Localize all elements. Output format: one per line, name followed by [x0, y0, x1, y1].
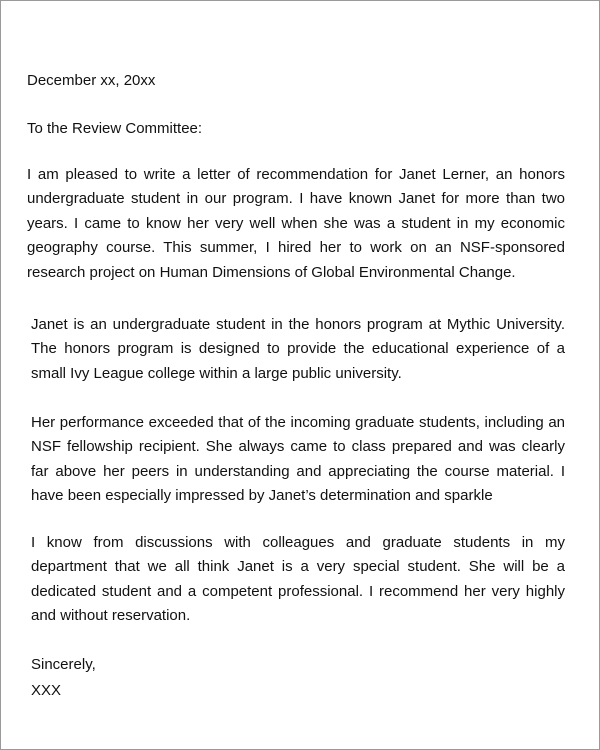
letter-paragraph-2: Janet is an undergraduate student in the honors program at Mythic University. The honors program is designed to provide the educational experience of a small Ivy League college within a large public university.	[31, 316, 565, 382]
letter-signature: XXX	[31, 682, 62, 699]
letter-paragraph-1: I am pleased to write a letter of recommendation for Janet Lerner, an honors undergraduate student in our program. I have known Janet for more than two years. I came to know her very well when she was a student in my economic geography course. This summer, I hired her to work on an NSF-sponsored research project on Human Dimensions of Global Environmental Change.	[27, 166, 565, 281]
letter-salutation: To the Review Committee:	[27, 120, 203, 137]
letter-paragraph-4: I know from discussions with colleagues and graduate students in my department that we all think Janet is a very special student. She will be a dedicated student and a competent professional. I recommend her very highly and without reservation.	[31, 534, 565, 625]
letter-date: December xx, 20xx	[27, 72, 156, 89]
letter-paragraph-3: Her performance exceeded that of the incoming graduate students, including an NSF fellowship recipient. She always came to class prepared and was clearly far above her peers in understanding and appreciating the course material. I have been especially impressed by Janet’s determination and sparkle	[31, 414, 565, 505]
letter-closing: Sincerely,	[31, 656, 96, 673]
